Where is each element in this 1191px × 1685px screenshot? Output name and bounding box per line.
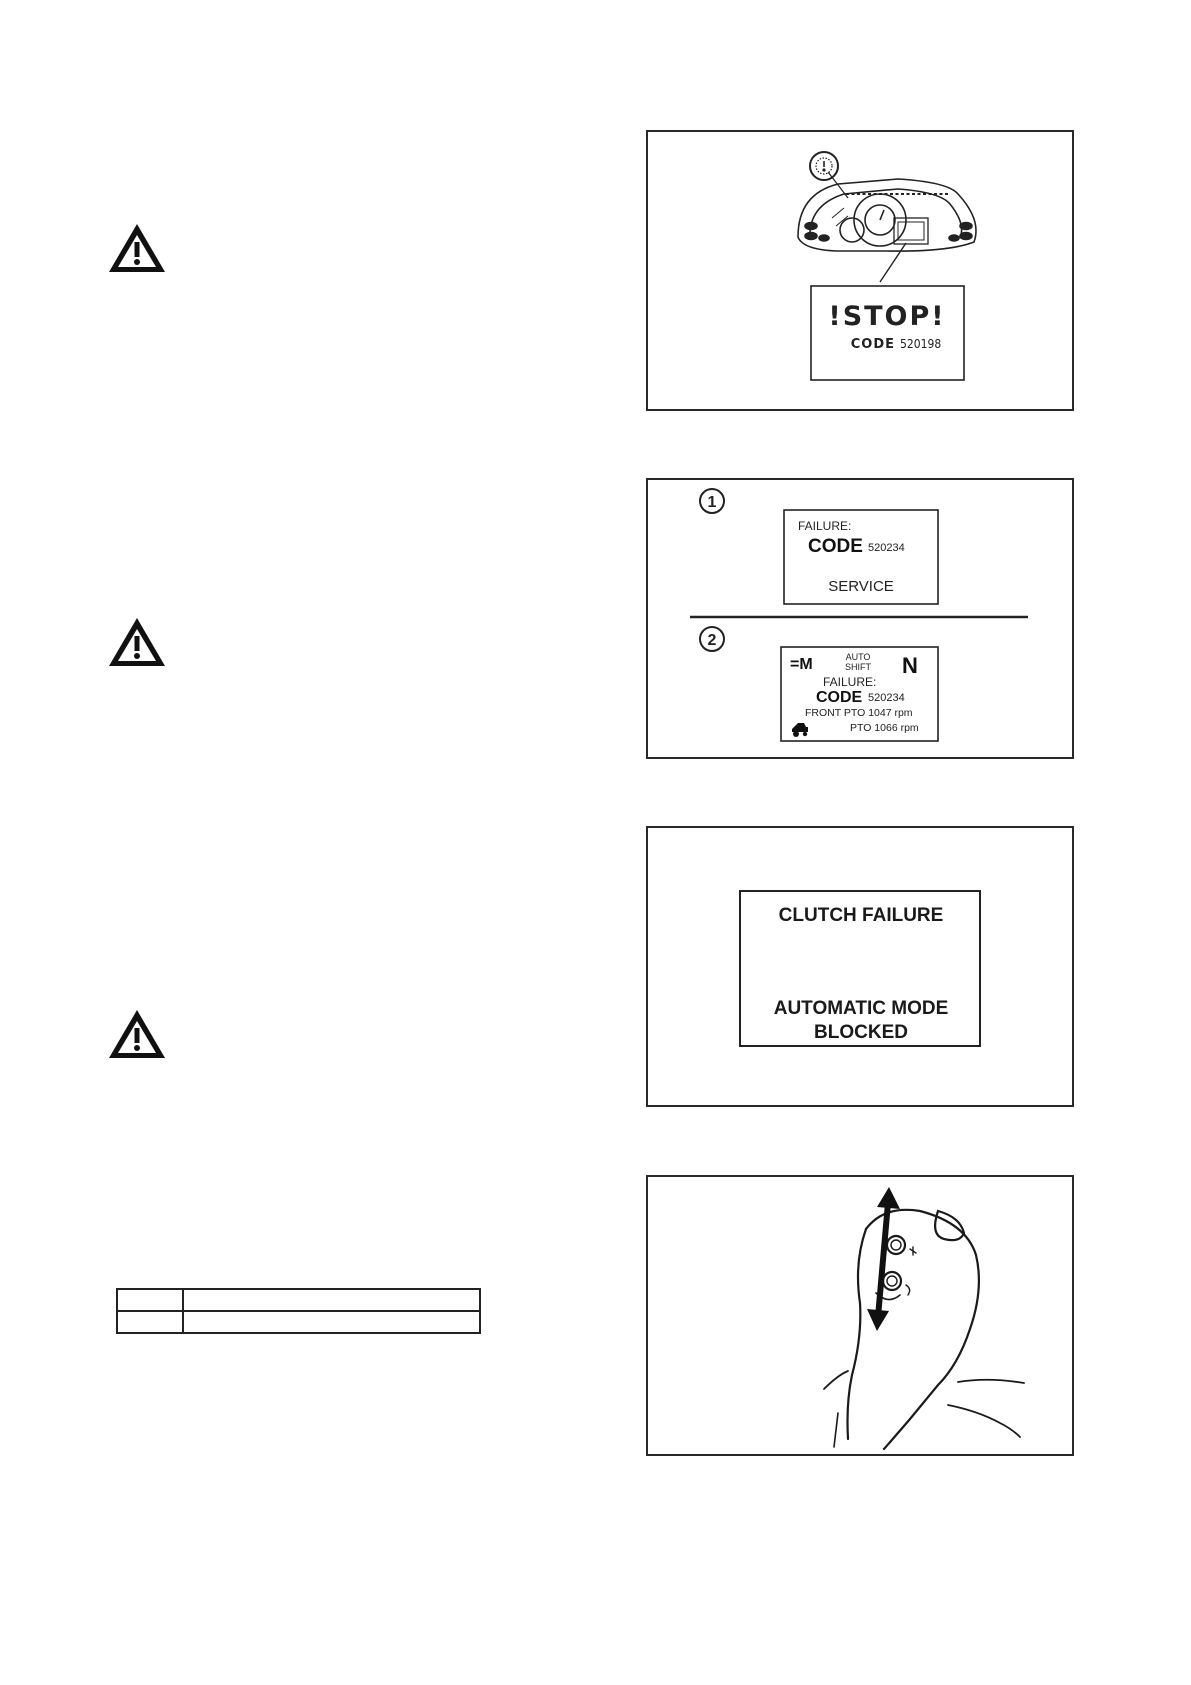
warning-triangle-icon <box>107 222 167 274</box>
up-down-arrow-icon <box>867 1187 900 1331</box>
callout-1-number: 1 <box>707 494 717 511</box>
automatic-mode-line: AUTOMATIC MODE <box>773 998 949 1019</box>
panel1-code-value: 520234 <box>868 542 905 554</box>
warning-triangle-icon <box>107 616 167 668</box>
figure-failure-code <box>646 478 1074 759</box>
panel1-code-label: CODE <box>808 536 863 557</box>
panel2-code-value: 520234 <box>868 692 905 704</box>
blocked-line: BLOCKED <box>814 1022 908 1043</box>
callout-2-number: 2 <box>707 632 717 649</box>
panel2-failure-label: FAILURE: <box>823 675 877 689</box>
blank-table <box>116 1288 481 1334</box>
table-cell <box>117 1311 183 1333</box>
stop-label: !STOP! <box>828 301 946 332</box>
panel1-service-label: SERVICE <box>828 578 894 595</box>
table-row <box>117 1289 480 1311</box>
warning-triangle-icon <box>107 1008 167 1060</box>
panel2-front-pto: FRONT PTO 1047 rpm <box>805 707 913 719</box>
panel2-gear-mode: =M <box>790 656 813 673</box>
panel2-code-label: CODE <box>816 689 863 706</box>
clutch-failure-line: CLUTCH FAILURE <box>778 905 944 926</box>
table-cell <box>117 1289 183 1311</box>
panel2-neutral-label: N <box>902 653 918 678</box>
code-label: CODE <box>850 337 895 352</box>
figure-stop-code <box>646 130 1074 411</box>
gear-lever-drawing <box>824 1210 1024 1449</box>
panel2-pto: PTO 1066 rpm <box>850 722 919 734</box>
tractor-icon <box>792 723 808 737</box>
panel2-auto-label: AUTO <box>845 652 871 662</box>
figure-gear-lever <box>646 1175 1074 1456</box>
table-cell <box>183 1311 480 1333</box>
table-row <box>117 1311 480 1333</box>
panel2-shift-label: SHIFT <box>845 662 871 672</box>
figure-clutch-failure <box>646 826 1074 1107</box>
table-cell <box>183 1289 480 1311</box>
code-value: 520198 <box>900 337 942 351</box>
panel1-failure-label: FAILURE: <box>798 519 852 533</box>
